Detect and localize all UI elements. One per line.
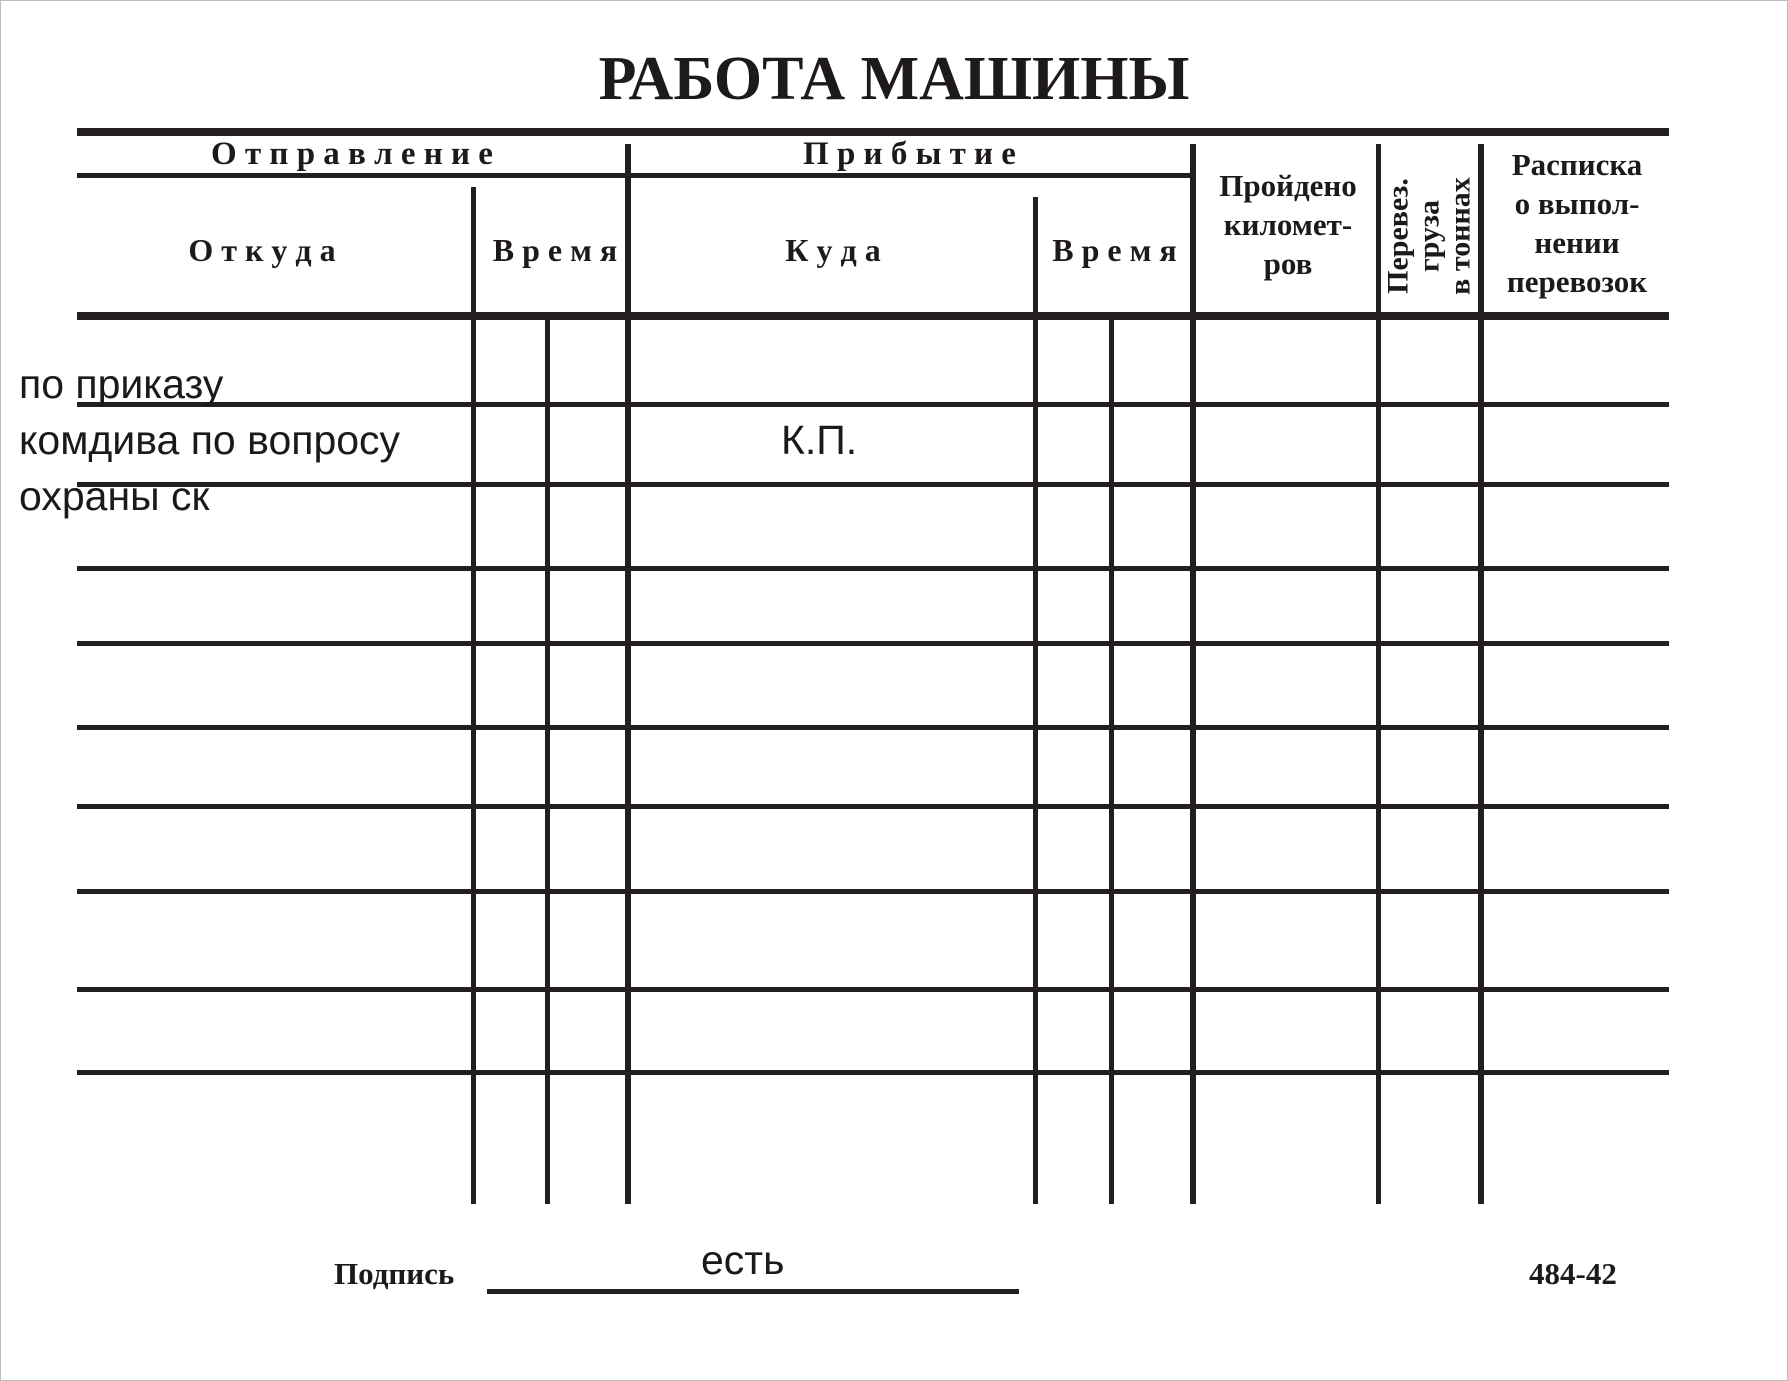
header-receipt-line-3: нении [1534, 225, 1620, 260]
row-line-9 [77, 1070, 1669, 1075]
header-bottom-border [77, 312, 1669, 320]
entry-from-line-2: комдива по вопросу [19, 417, 401, 463]
row-line-5 [77, 725, 1669, 730]
col-divider-cargo-receipt [1478, 144, 1484, 1204]
row-line-2 [77, 482, 1669, 487]
col-divider-time-dep-inner [545, 316, 550, 1204]
signature-value: есть [701, 1237, 785, 1283]
header-arrival: П р и б ы т и е [803, 136, 1016, 172]
col-divider-km-cargo [1376, 144, 1381, 1204]
departure-header-underline [77, 173, 629, 178]
entry-from-line-3: охраны ск [19, 473, 210, 519]
row-line-6 [77, 804, 1669, 809]
header-km-line-1: Пройдено [1219, 168, 1357, 203]
signature-label: Подпись [334, 1256, 455, 1291]
form-title: РАБОТА МАШИНЫ [598, 45, 1190, 113]
header-receipt-line-2: о выпол- [1514, 186, 1640, 221]
header-cargo-line-3: в тоннах [1443, 177, 1477, 295]
header-cargo [1381, 161, 1477, 311]
header-from: О т к у д а [188, 232, 336, 268]
row-line-8 [77, 987, 1669, 992]
header-departure: О т п р а в л е н и е [211, 136, 493, 172]
entry-to: К.П. [781, 417, 858, 463]
row-line-3 [77, 566, 1669, 571]
signature-underline [487, 1289, 1019, 1294]
header-cargo-line-2: груза [1412, 200, 1446, 272]
col-divider-arrival-km [1190, 144, 1196, 1204]
header-time-departure: В р е м я [492, 232, 618, 268]
header-km-line-3: ров [1263, 246, 1313, 281]
header-cargo-line-1: Перевез. [1381, 178, 1415, 294]
form-number: 484-42 [1529, 1256, 1617, 1291]
col-divider-to-time [1033, 197, 1038, 1204]
header-receipt-line-1: Расписка [1511, 147, 1643, 182]
header-time-arrival: В р е м я [1052, 232, 1177, 268]
arrival-header-underline [630, 173, 1193, 178]
col-divider-from-time [471, 187, 476, 1204]
header-to: К у д а [785, 232, 881, 268]
col-divider-departure-arrival [625, 144, 631, 1204]
header-km-line-2: километ- [1223, 207, 1353, 242]
row-line-7 [77, 889, 1669, 894]
row-line-4 [77, 641, 1669, 646]
col-divider-time-arr-inner [1109, 316, 1114, 1204]
header-receipt-line-4: перевозок [1506, 264, 1648, 299]
entry-from-line-1: по приказу [19, 361, 224, 407]
row-line-1 [77, 402, 1669, 407]
